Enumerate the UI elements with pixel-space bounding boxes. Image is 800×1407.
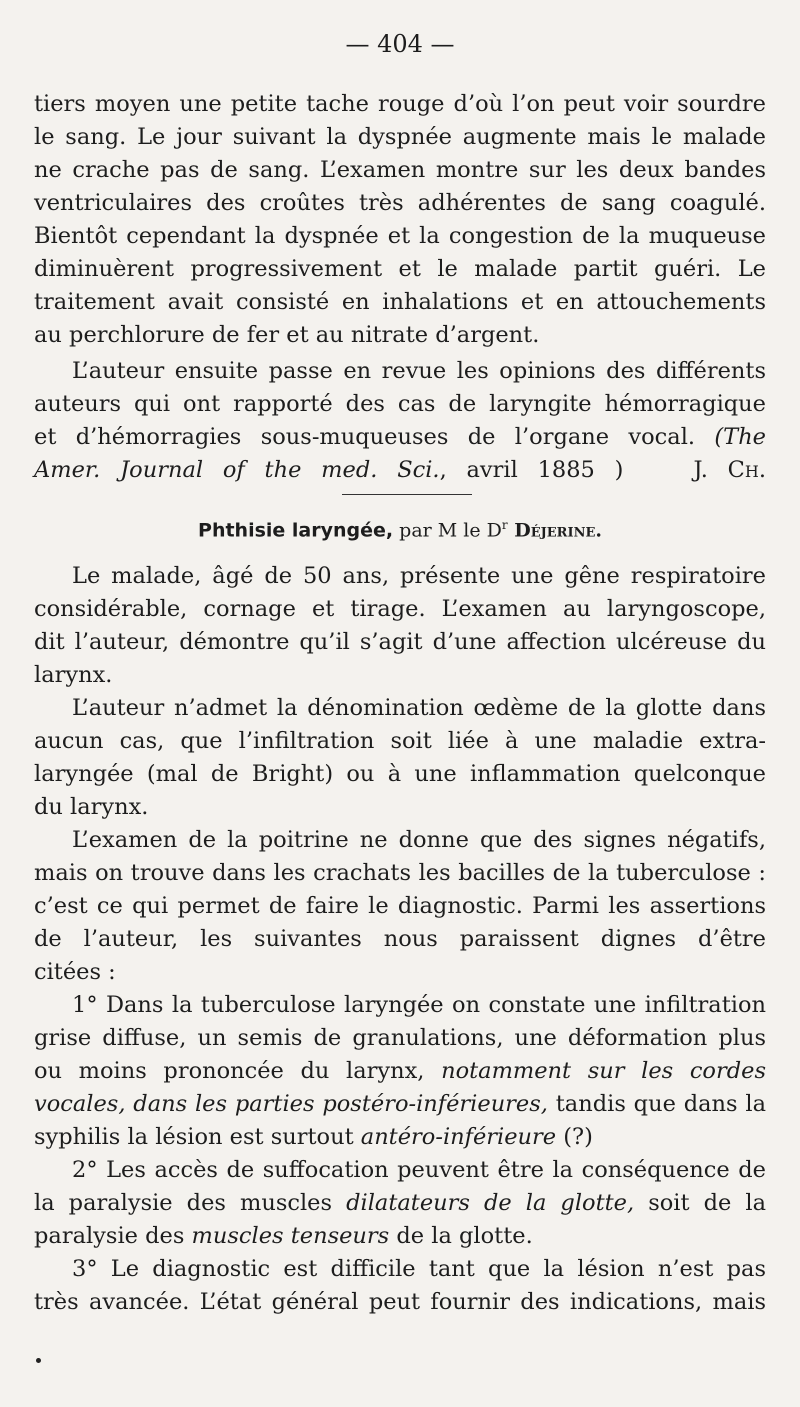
text-span: ou moins prononcée du larynx, (34, 1058, 442, 1084)
heading-sup: r (501, 518, 508, 532)
italic-span: vocales, dans les parties postéro-inférieures, (34, 1091, 548, 1117)
text-line: Le malade, âgé de 50 ans, présente une gêne respiratoire (72, 563, 766, 589)
text-line: auteurs qui ont rapporté des cas de laryngite hémorragique (34, 391, 766, 417)
text-line: grise diffuse, un semis de granulations, une déformation plus (34, 1025, 766, 1051)
text-line: c’est ce qui permet de faire le diagnostic. Parmi les assertions (34, 893, 766, 919)
text-line: larynx. (34, 662, 113, 688)
text-span: syphilis la lésion est surtout (34, 1124, 361, 1150)
section-heading (0, 512, 800, 543)
section-title: Phthisie laryngée, (198, 519, 394, 542)
text-line: très avancée. L’état général peut fournir des indications, mais (34, 1289, 766, 1315)
citation-author: J. Ch. (693, 457, 766, 483)
text-line: 1° Dans la tuberculose laryngée on constate une infiltration (72, 992, 766, 1018)
text-line: tiers moyen une petite tache rouge d’où l’on peut voir sourdre (34, 91, 766, 117)
citation-date: , avril 1885 ) (439, 457, 624, 483)
heading-author: Déjerine. (507, 519, 602, 542)
text-span: la paralysie des muscles (34, 1190, 347, 1216)
text-line: mais on trouve dans les crachats les bacilles de la tuberculose : (34, 860, 766, 886)
text-line: au perchlorure de fer et au nitrate d’argent. (34, 322, 540, 348)
text-line: L’examen de la poitrine ne donne que des signes négatifs, (72, 827, 766, 853)
text-line: citées : (34, 959, 116, 985)
text-span: tandis que dans la (547, 1091, 766, 1117)
italic-span: antéro-inférieure (360, 1124, 557, 1150)
text-line (34, 1088, 766, 1121)
italic-span: dilatateurs de la glotte, (346, 1190, 635, 1216)
section-divider (342, 494, 472, 495)
text-span: soit de la (634, 1190, 766, 1216)
text-line (34, 421, 766, 454)
text-line: de l’auteur, les suivantes nous paraissent dignes d’être (34, 926, 766, 952)
text-line: ne crache pas de sang. L’examen montre sur les deux bandes (34, 157, 766, 183)
text-span: de la glotte. (389, 1223, 533, 1249)
text-line: aucun cas, que l’infiltration soit liée à une maladie extra- (34, 728, 766, 754)
citation-journal: (The (714, 424, 766, 450)
heading-byline: par M le D (393, 519, 502, 542)
text-line (34, 1121, 766, 1154)
text-line: le sang. Le jour suivant la dyspnée augmente mais le malade (34, 124, 766, 150)
text-line: diminuèrent progressivement et le malade partit guéri. Le (34, 256, 766, 282)
text-line: du larynx. (34, 794, 149, 820)
text-line: L’auteur n’admet la dénomination œdème de la glotte dans (72, 695, 766, 721)
text-span: (?) (556, 1124, 593, 1150)
text-line (34, 454, 766, 487)
text-line: L’auteur ensuite passe en revue les opinions des différents (72, 358, 766, 384)
text-line: ventriculaires des croûtes très adhérentes de sang coagulé. (34, 190, 766, 216)
text-line (34, 1055, 766, 1088)
italic-span: muscles tenseurs (191, 1223, 390, 1249)
text-line: 3° Le diagnostic est difficile tant que la lésion n’est pas (72, 1256, 766, 1282)
text-line: 2° Les accès de suffocation peuvent être la conséquence de (72, 1157, 766, 1183)
text-line: Bientôt cependant la dyspnée et la congestion de la muqueuse (34, 223, 766, 249)
text-line (34, 1220, 766, 1253)
text-span: et d’hémorragies sous-muqueuses de l’organe vocal. (34, 424, 715, 450)
text-span: paralysie des (34, 1223, 192, 1249)
italic-span: notamment sur les cordes (441, 1058, 766, 1084)
ink-speck (36, 1358, 41, 1363)
text-line: dit l’auteur, démontre qu’il s’agit d’une affection ulcéreuse du (34, 629, 766, 655)
text-line (34, 1187, 766, 1220)
text-line: laryngée (mal de Bright) ou à une inflammation quelconque (34, 761, 766, 787)
citation-journal: Amer. Journal of the med. Sci. (34, 457, 440, 483)
page-number: — 404 — (345, 30, 455, 58)
text-line: traitement avait consisté en inhalations et en attouchements (34, 289, 766, 315)
text-line: considérable, cornage et tirage. L’examen au laryngoscope, (34, 596, 766, 622)
